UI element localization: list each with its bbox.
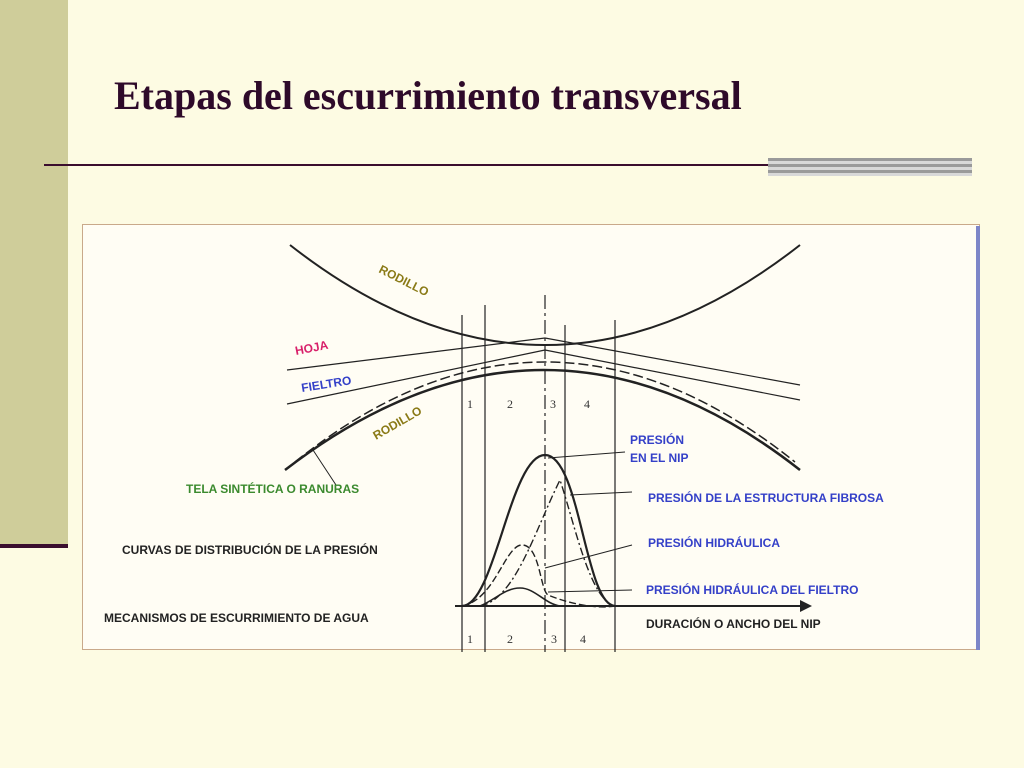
- zone-number-top-4: 4: [584, 397, 590, 411]
- zone-number-bottom-3: 3: [551, 632, 557, 646]
- felt-hydraulic-pressure-curve: [480, 588, 560, 606]
- leader-nip-pressure: [548, 452, 625, 458]
- label-mecanismos: MECANISMOS DE ESCURRIMIENTO DE AGUA: [104, 611, 369, 625]
- zone-number-bottom-2: 2: [507, 632, 513, 646]
- zone-number-bottom-4: 4: [580, 632, 586, 646]
- label-curvas: CURVAS DE DISTRIBUCIÓN DE LA PRESIÓN: [122, 543, 378, 557]
- label-fieltro: FIELTRO: [300, 373, 353, 395]
- label-presion-hidraulica: PRESIÓN HIDRÁULICA: [648, 536, 781, 550]
- label-duracion: DURACIÓN O ANCHO DEL NIP: [646, 617, 821, 631]
- leader-fibrous-pressure: [570, 492, 632, 495]
- label-estructura-fibrosa: PRESIÓN DE LA ESTRUCTURA FIBROSA: [648, 491, 884, 505]
- leader-felt-hydraulic: [548, 590, 632, 592]
- leader-tela: [313, 450, 336, 485]
- label-presion-nip-line1: PRESIÓN: [630, 433, 685, 447]
- sheet-line-exit: [545, 338, 800, 385]
- zone-number-top-1: 1: [467, 397, 473, 411]
- zone-number-bottom-1: 1: [467, 632, 473, 646]
- leader-hydraulic: [545, 545, 632, 568]
- zone-number-top-2: 2: [507, 397, 513, 411]
- felt-line-exit: [545, 350, 800, 400]
- nip-duration-axis-arrowhead: [800, 600, 812, 612]
- label-hoja: HOJA: [293, 337, 330, 358]
- zone-number-top-3: 3: [550, 397, 556, 411]
- slide-title: Etapas del escurrimiento transversal: [114, 73, 742, 118]
- label-presion-nip-line2: EN EL NIP: [630, 451, 689, 465]
- label-rodillo-top: RODILLO: [376, 262, 432, 300]
- label-rodillo-bottom: RODILLO: [370, 403, 425, 443]
- label-tela: TELA SINTÉTICA O RANURAS: [186, 482, 360, 496]
- label-hidraulica-fieltro: PRESIÓN HIDRÁULICA DEL FIELTRO: [646, 583, 859, 597]
- fibrous-structure-pressure-curve: [480, 480, 615, 606]
